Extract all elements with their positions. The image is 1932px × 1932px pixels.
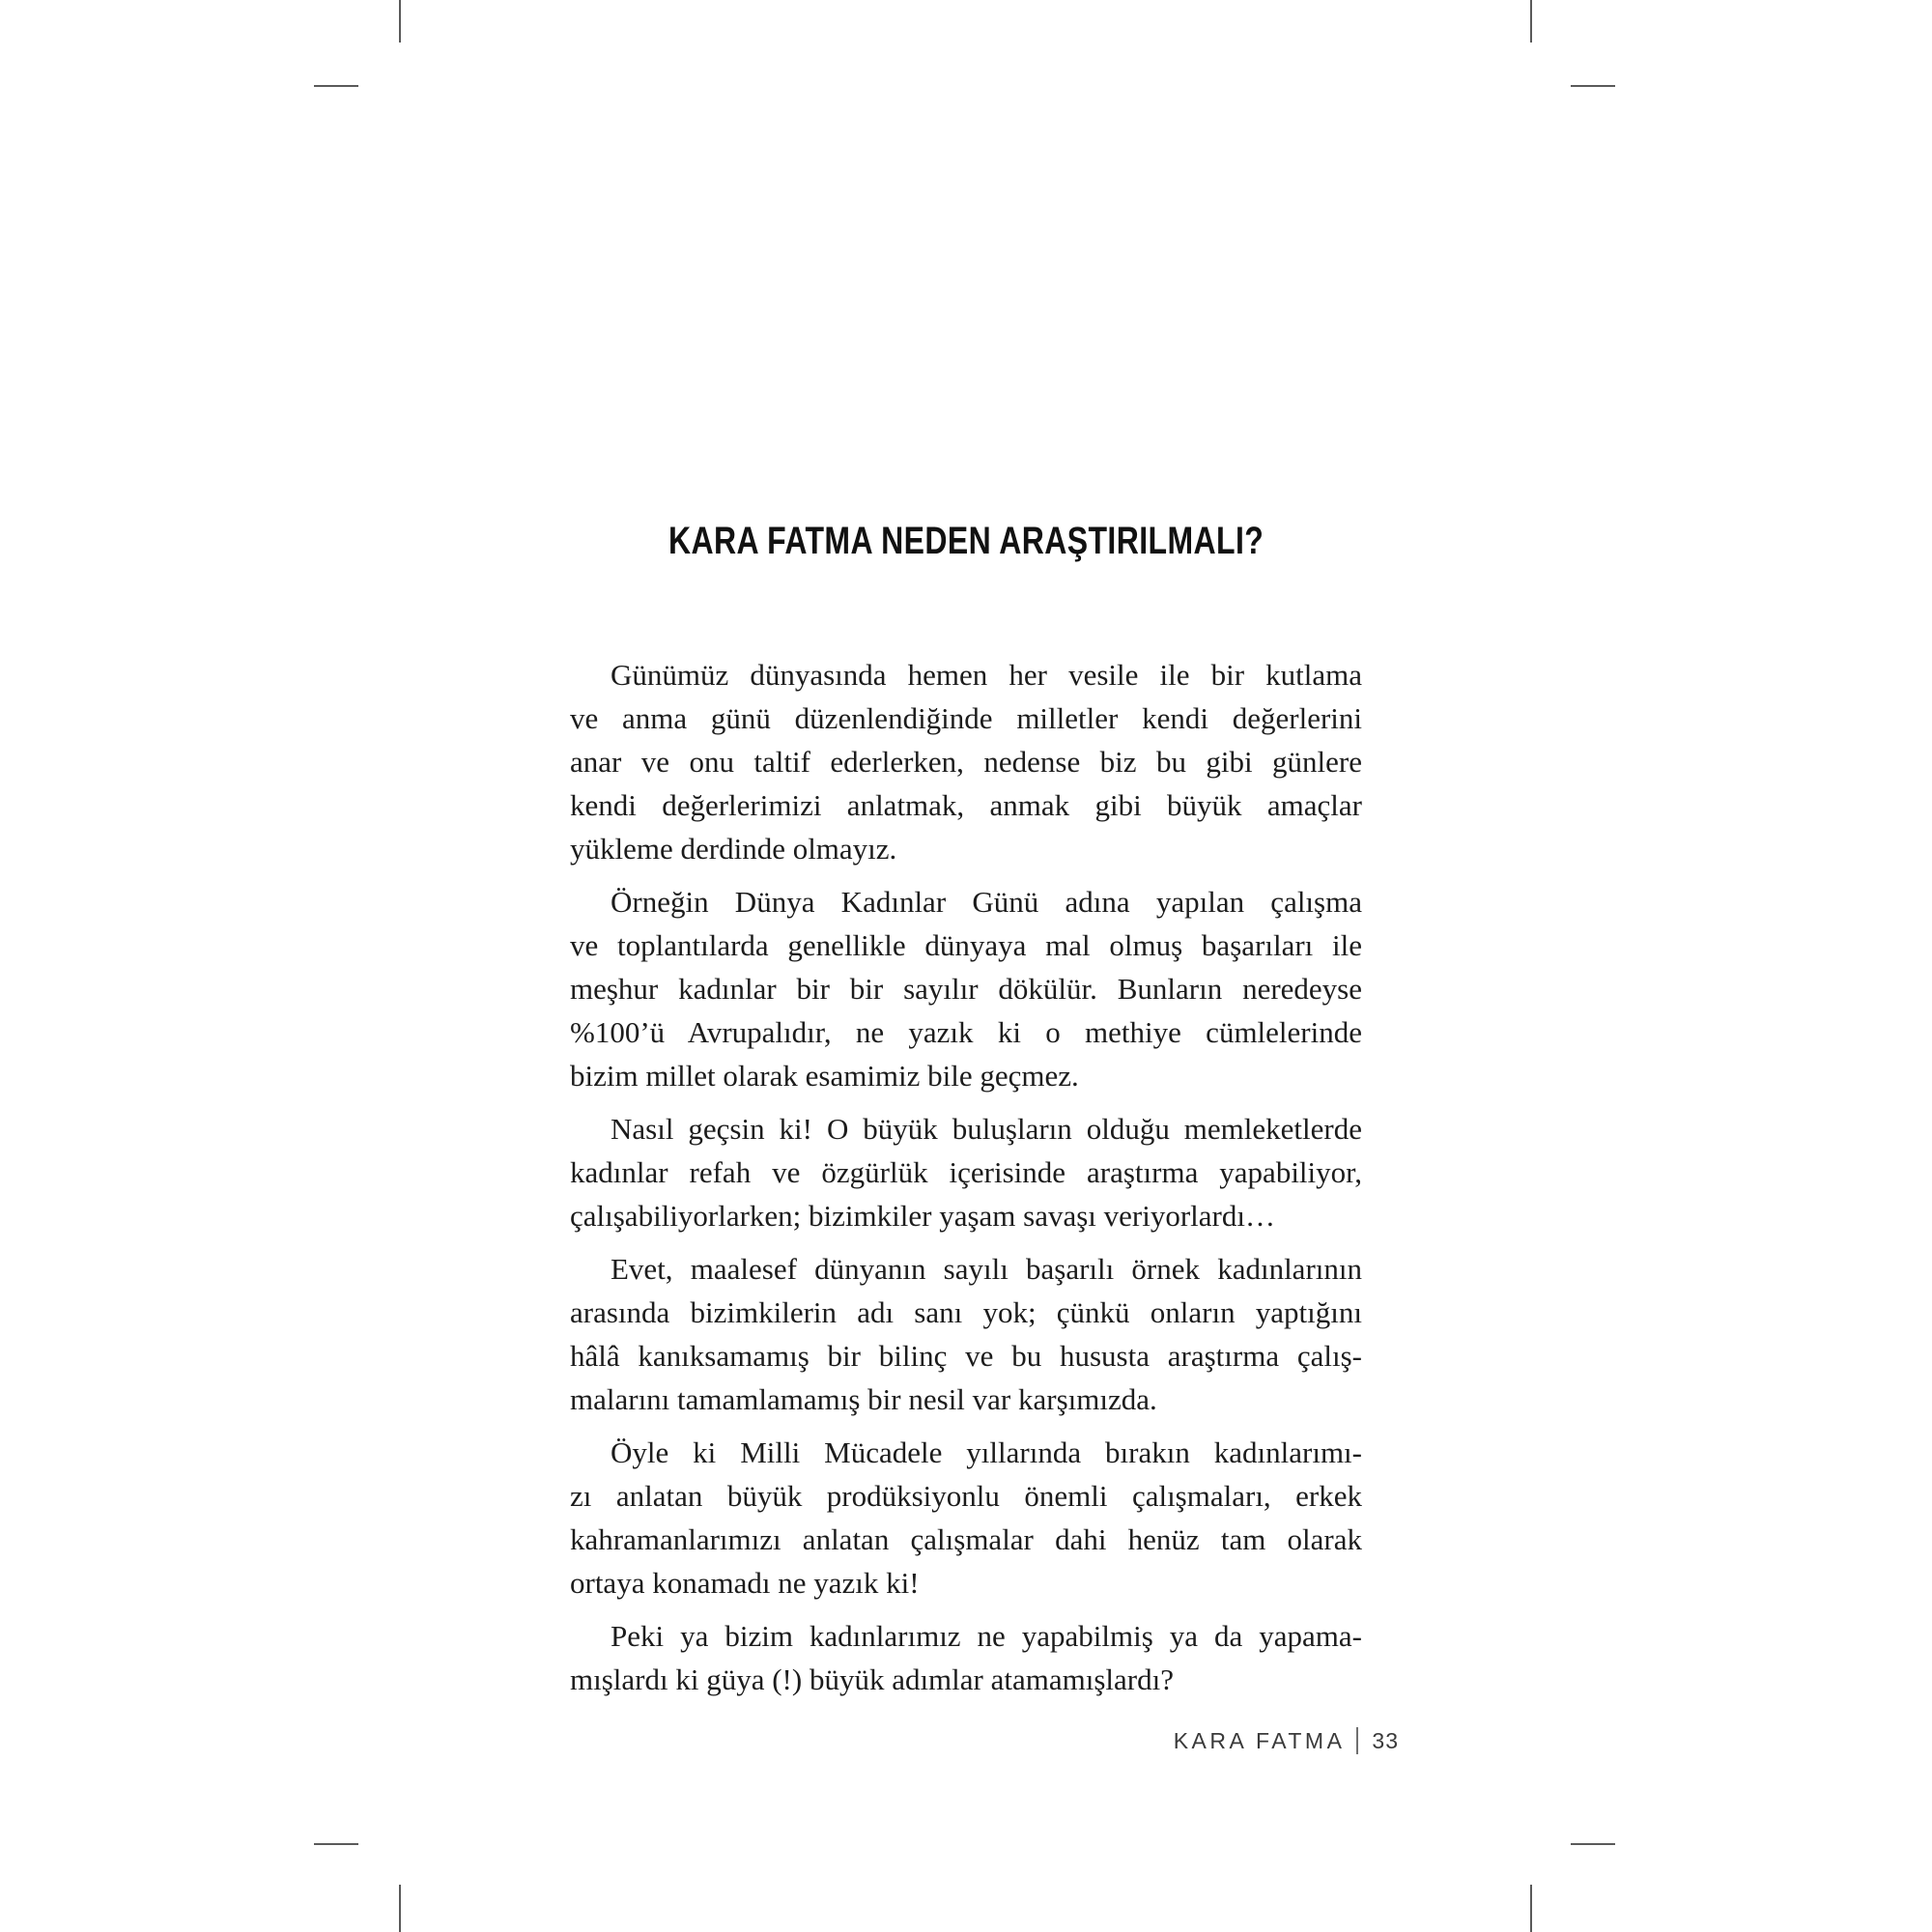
paragraph [570,1247,1362,1421]
text-line: Peki ya bizim kadınlarımız ne yapabilmiş ya da yapama- [611,1619,1362,1653]
chapter-title [570,520,1362,562]
text-line: kendi değerlerimizi anlatmak, anmak gibi büyük amaçlar [570,788,1362,822]
text-line: zı anlatan büyük prodüksiyonlu önemli çalışmaları, erkek [570,1479,1362,1513]
text-line: bizim millet olarak esamimiz bile geçmez. [570,1059,1079,1093]
footer-page-number: 33 [1372,1727,1399,1753]
text-line: Örneğin Dünya Kadınlar Günü adına yapılan çalışma [611,885,1362,919]
text-line: malarını tamamlamamış bir nesil var karşımızda. [570,1382,1157,1416]
crop-mark-bottom-right-vertical [1530,1885,1532,1932]
paragraph [570,1107,1362,1237]
text-line: Günümüz dünyasında hemen her vesile ile bir kutlama [611,658,1362,692]
text-line: kahramanlarımızı anlatan çalışmalar dahi henüz tam olarak [570,1522,1362,1556]
crop-mark-top-right-horizontal [1571,85,1615,87]
text-line: ve toplantılarda genellikle dünyaya mal olmuş başarıları ile [570,928,1362,962]
crop-mark-bottom-right-horizontal [1571,1843,1615,1845]
text-line: %100’ü Avrupalıdır, ne yazık ki o methiye cümlelerinde [570,1015,1362,1049]
running-footer [1174,1725,1399,1756]
crop-mark-top-left-vertical [399,0,401,43]
text-line: hâlâ kanıksamamış bir bilinç ve bu hususta araştırma çalış- [570,1339,1362,1373]
paragraph [570,653,1362,870]
paragraph [570,1614,1362,1701]
text-line: ve anma günü düzenlendiğinde milletler kendi değerlerini [570,701,1362,735]
footer-book-title: KARA FATMA [1173,1727,1346,1753]
text-line: yükleme derdinde olmayız. [570,832,897,866]
body-text [570,653,1362,1701]
text-line: Evet, maalesef dünyanın sayılı başarılı örnek kadınlarının [611,1252,1362,1286]
paragraph [570,1431,1362,1605]
text-line: Öyle ki Milli Mücadele yıllarında bırakın kadınlarımı- [611,1435,1362,1469]
text-line: arasında bizimkilerin adı sanı yok; çünkü onların yaptığını [570,1295,1362,1329]
text-line: anar ve onu taltif ederlerken, nedense biz bu gibi günlere [570,745,1362,779]
chapter-title-text: KARA FATMA NEDEN ARAŞTIRILMALI? [668,520,1264,562]
text-line: mışlardı ki güya (!) büyük adımlar atamamışlardı? [570,1662,1174,1696]
text-line: çalışabiliyorlarken; bizimkiler yaşam savaşı veriyorlardı… [570,1199,1275,1233]
footer-separator-bar [1356,1727,1358,1754]
crop-mark-bottom-left-vertical [399,1885,401,1932]
paragraph [570,880,1362,1097]
text-line: meşhur kadınlar bir bir sayılır dökülür. Bunların neredeyse [570,972,1362,1006]
crop-mark-top-left-horizontal [314,85,358,87]
text-line: ortaya konamadı ne yazık ki! [570,1566,920,1600]
text-line: kadınlar refah ve özgürlük içerisinde araştırma yapabiliyor, [570,1155,1362,1189]
text-line: Nasıl geçsin ki! O büyük buluşların olduğu memleketlerde [611,1112,1362,1146]
crop-mark-bottom-left-horizontal [314,1843,358,1845]
crop-mark-top-right-vertical [1530,0,1532,43]
